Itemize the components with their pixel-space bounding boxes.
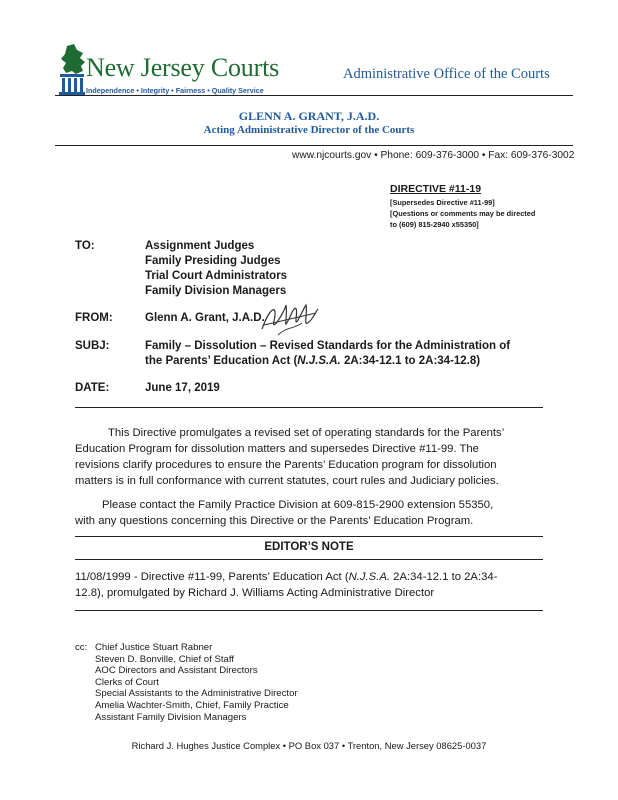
- memo-divider: [75, 407, 543, 408]
- subject-line2-pre: the Parents’ Education Act (: [145, 355, 298, 367]
- contact-info: www.njcourts.gov • Phone: 609-376-3000 • Fax: 609-376-3002: [292, 150, 575, 161]
- director-title: Acting Administrative Director of the Courts: [203, 124, 415, 136]
- editors-note-line1-post: 2A:34-12.1 to 2A:34-: [390, 571, 498, 583]
- logo-tagline: Independence • Integrity • Fairness • Quality Service: [86, 86, 264, 95]
- to-recipient: Trial Court Administrators: [145, 270, 288, 282]
- cc-recipient: AOC Directors and Assistant Directors: [95, 665, 258, 677]
- directive-questions-line2: to (609) 815-2940 x55350]: [390, 220, 479, 229]
- cc-recipient: Chief Justice Stuart Rabner: [95, 642, 213, 653]
- subject-line1: Family – Dissolution – Revised Standards for the Administration of: [145, 340, 511, 352]
- directive-number: DIRECTIVE #11-19: [390, 183, 482, 195]
- from-label: FROM:: [75, 312, 113, 324]
- cc-recipient: Special Assistants to the Administrative Director: [95, 688, 298, 700]
- editors-note-rule-middle: [75, 559, 543, 560]
- cc-recipient: Assistant Family Division Managers: [95, 711, 247, 723]
- directive-supersedes: [Supersedes Directive #11-99]: [390, 198, 495, 207]
- to-label: TO:: [75, 240, 95, 252]
- body-line: Education Program for dissolution matters and supersedes Directive #11-99. The: [75, 443, 479, 455]
- cc-recipient: Steven D. Bonville, Chief of Staff: [95, 653, 235, 665]
- to-recipient: Family Presiding Judges: [145, 255, 281, 267]
- editors-note-line1-pre: 11/08/1999 - Directive #11-99, Parents’ Education Act (: [75, 571, 349, 583]
- signature-image: [258, 299, 320, 339]
- directive-questions-line1: [Questions or comments may be directed: [390, 209, 536, 218]
- cc-recipient: Clerks of Court: [95, 676, 159, 688]
- header-rule-top: [55, 95, 573, 96]
- subject-line2-post: 2A:34-12.1 to 2A:34-12.8): [340, 355, 481, 367]
- office-name: Administrative Office of the Courts: [343, 66, 550, 82]
- to-recipient: Family Division Managers: [145, 285, 287, 297]
- editors-note-rule-top: [75, 536, 543, 537]
- cc-recipient: Amelia Wachter-Smith, Chief, Family Practice: [95, 699, 289, 711]
- cc-label: cc:: [75, 642, 88, 653]
- body-line: matters is in full conformance with current statutes, court rules and Judiciary policies.: [75, 475, 499, 487]
- subject-citation: N.J.S.A.: [297, 355, 341, 367]
- body-line: This Directive promulgates a revised set of operating standards for the Parents’: [108, 427, 505, 439]
- editors-note-rule-bottom: [75, 610, 543, 611]
- header-rule-bottom: [55, 145, 573, 146]
- body-paragraph-1: [75, 425, 550, 489]
- editors-note-citation: N.J.S.A.: [348, 571, 391, 583]
- body-line: with any questions concerning this Directive or the Parents’ Education Program.: [75, 515, 474, 527]
- body-line: Please contact the Family Practice Division at 609-815-2900 extension 55350,: [102, 499, 494, 511]
- body-line: revisions clarify procedures to ensure the Parents’ Education program for dissolution: [75, 459, 497, 471]
- subj-label: SUBJ:: [75, 340, 110, 352]
- editors-note-line2: 12.8), promulgated by Richard J. Williams Acting Administrative Director: [75, 587, 435, 599]
- cc-list: [95, 642, 298, 723]
- footer-address: Richard J. Hughes Justice Complex • PO Box 037 • Trenton, New Jersey 08625-0037: [131, 740, 487, 751]
- from-name: Glenn A. Grant, J.A.D.: [145, 312, 265, 324]
- director-name: GLENN A. GRANT, J.A.D.: [238, 109, 380, 123]
- body-paragraph-2: [75, 497, 550, 529]
- editors-note-text: [75, 569, 550, 601]
- subject-line2: [145, 355, 480, 367]
- memo-date: June 17, 2019: [145, 382, 220, 394]
- logo-title: New Jersey Courts: [86, 53, 280, 82]
- editors-note-heading: EDITOR’S NOTE: [264, 541, 354, 553]
- to-recipient: Assignment Judges: [145, 240, 255, 252]
- date-label: DATE:: [75, 382, 110, 394]
- nj-courts-logo-icon: [58, 44, 88, 96]
